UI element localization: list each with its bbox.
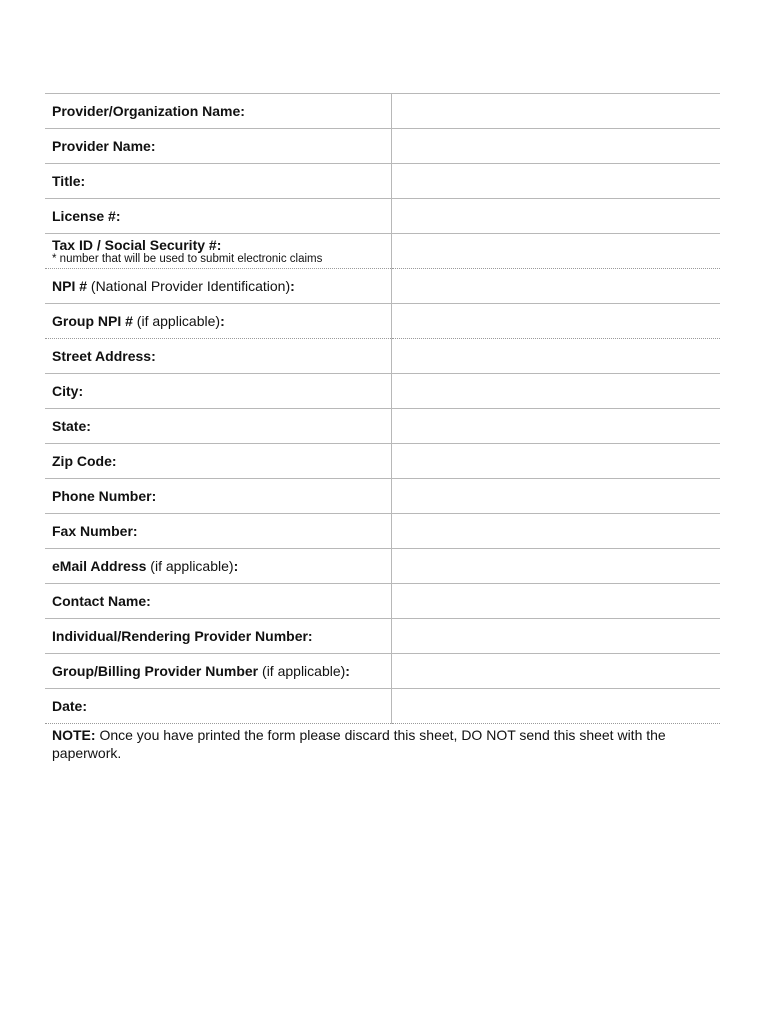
field-label: Title:: [52, 173, 86, 189]
form-row-street-address: [45, 339, 720, 374]
form-row-fax-number: [45, 514, 720, 549]
note-text: Once you have printed the form please discard this sheet, DO NOT send this sheet with the paperwork.: [52, 727, 666, 761]
field-label: Individual/Rendering Provider Number:: [52, 628, 313, 644]
date-field[interactable]: [392, 689, 721, 724]
provider-info-form: [45, 93, 720, 724]
field-label-cell: [45, 409, 392, 444]
fax-number-field[interactable]: [392, 514, 721, 549]
title-field[interactable]: [392, 164, 721, 199]
form-row-group-npi: [45, 304, 720, 339]
field-label-qualifier: (if applicable): [146, 558, 234, 574]
field-label: Phone Number:: [52, 488, 157, 504]
field-label: State:: [52, 418, 91, 434]
field-label: Provider/Organization Name:: [52, 103, 245, 119]
form-row-zip-code: [45, 444, 720, 479]
field-label: Group NPI #: [52, 313, 133, 329]
field-subnote: * number that will be used to submit electronic claims: [52, 252, 323, 265]
field-label-cell: [45, 304, 392, 339]
field-label-cell: [45, 479, 392, 514]
state-field[interactable]: [392, 409, 721, 444]
field-label: Tax ID / Social Security #:: [52, 236, 222, 253]
field-label-qualifier: (if applicable): [258, 663, 346, 679]
group-npi-field[interactable]: [392, 304, 721, 339]
field-label: eMail Address: [52, 558, 147, 574]
field-label: Contact Name:: [52, 593, 151, 609]
form-row-email-address: [45, 549, 720, 584]
group-billing-provider-number-field[interactable]: [392, 654, 721, 689]
form-row-title: [45, 164, 720, 199]
contact-name-field[interactable]: [392, 584, 721, 619]
field-label-cell: [45, 234, 392, 269]
phone-number-field[interactable]: [392, 479, 721, 514]
field-label-qualifier: (National Provider Identification): [87, 278, 291, 294]
form-row-group-billing-provider-number: [45, 654, 720, 689]
city-field[interactable]: [392, 374, 721, 409]
field-label-cell: [45, 514, 392, 549]
note-label: NOTE:: [52, 727, 96, 743]
field-label: Date:: [52, 698, 88, 714]
field-label-cell: [45, 654, 392, 689]
field-label: Zip Code:: [52, 453, 117, 469]
field-label-cell: [45, 374, 392, 409]
field-label-cell: [45, 94, 392, 129]
npi-field[interactable]: [392, 269, 721, 304]
field-label-cell: [45, 444, 392, 479]
field-label-cell: [45, 269, 392, 304]
provider-name-field[interactable]: [392, 129, 721, 164]
form-row-license: [45, 199, 720, 234]
field-label-cell: [45, 549, 392, 584]
field-label: Provider Name:: [52, 138, 156, 154]
form-note: [52, 726, 712, 762]
form-row-npi: [45, 269, 720, 304]
email-address-field[interactable]: [392, 549, 721, 584]
form-row-phone-number: [45, 479, 720, 514]
field-label-qualifier: (if applicable): [132, 313, 221, 329]
field-label-cell: [45, 164, 392, 199]
form-row-provider-name: [45, 129, 720, 164]
field-label-colon: :: [220, 313, 225, 329]
individual-rendering-provider-number-field[interactable]: [392, 619, 721, 654]
field-label: Group/Billing Provider Number: [52, 663, 259, 679]
field-label-cell: [45, 619, 392, 654]
field-label: City:: [52, 383, 84, 399]
form-row-city: [45, 374, 720, 409]
field-label: Fax Number:: [52, 523, 138, 539]
form-row-state: [45, 409, 720, 444]
form-row-provider-organization-name: [45, 94, 720, 129]
form-row-contact-name: [45, 584, 720, 619]
field-label-cell: [45, 339, 392, 374]
provider-organization-name-field[interactable]: [392, 94, 721, 129]
form-row-tax-id: [45, 234, 720, 269]
field-label-cell: [45, 129, 392, 164]
tax-id-field[interactable]: [392, 234, 721, 269]
form-row-date: [45, 689, 720, 724]
field-label: Street Address:: [52, 348, 156, 364]
field-label-colon: :: [290, 278, 295, 294]
license-field[interactable]: [392, 199, 721, 234]
field-label: License #:: [52, 208, 121, 224]
form-row-individual-rendering-provider-number: [45, 619, 720, 654]
field-label-cell: [45, 199, 392, 234]
field-label-cell: [45, 584, 392, 619]
field-label: NPI #: [52, 278, 88, 294]
zip-code-field[interactable]: [392, 444, 721, 479]
field-label-colon: :: [345, 663, 350, 679]
street-address-field[interactable]: [392, 339, 721, 374]
field-label-colon: :: [233, 558, 239, 574]
field-label-cell: [45, 689, 392, 724]
